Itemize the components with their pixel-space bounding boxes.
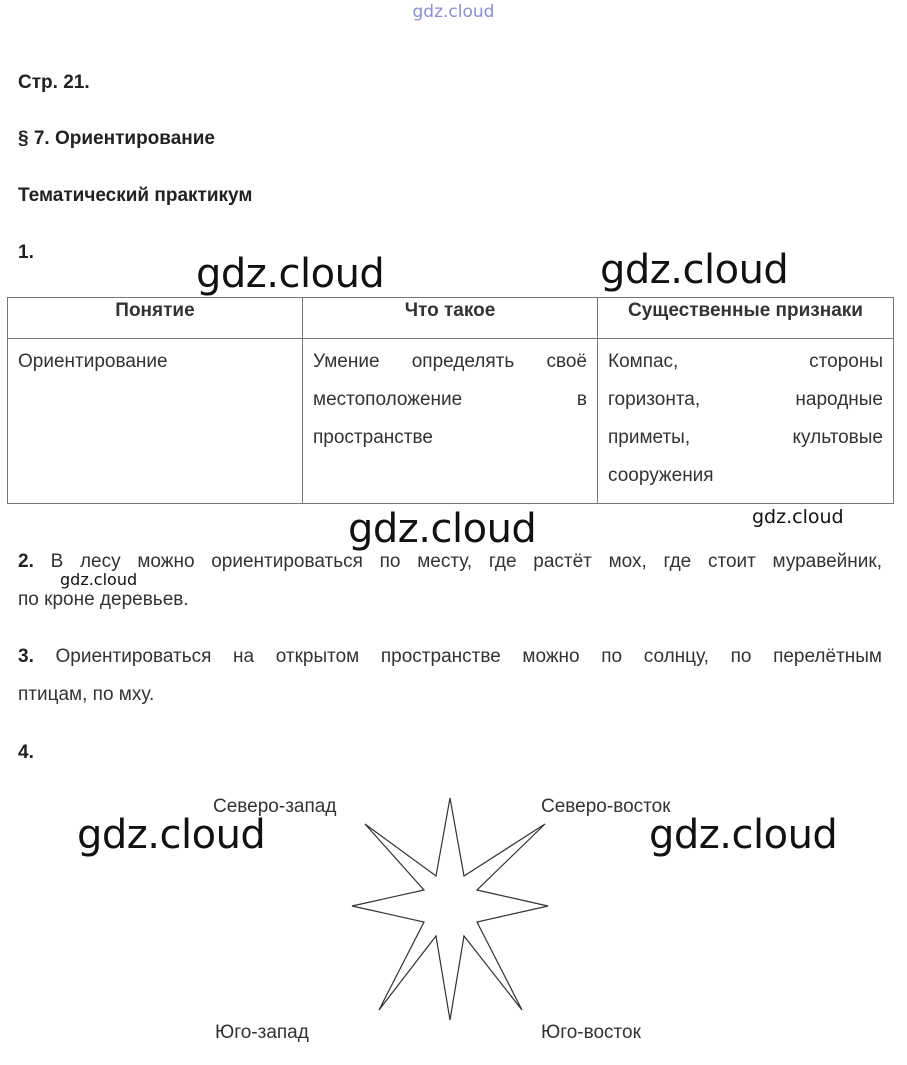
label-southwest: Юго-запад bbox=[215, 1022, 309, 1043]
task-3-paragraph: 3. Ориентироваться на открытом пространстве можно по солнцу, по перелётным птицам, по мху. bbox=[18, 646, 882, 705]
label-southeast: Юго-восток bbox=[541, 1022, 641, 1043]
watermark-paragraph-small: gdz.cloud bbox=[60, 570, 138, 589]
watermark-compass-right: gdz.cloud bbox=[649, 812, 838, 858]
task-1-number: 1. bbox=[18, 242, 34, 263]
concept-table bbox=[7, 297, 894, 504]
compass-rose-star bbox=[352, 798, 548, 1020]
page-reference: Стр. 21. bbox=[18, 72, 90, 93]
watermark-compass-left: gdz.cloud bbox=[77, 812, 266, 858]
watermark-table-left: gdz.cloud bbox=[196, 251, 385, 297]
task-2-paragraph: 2. В лесу можно ориентироваться по месту, где растёт мох, где стоит муравейник, по кроне деревьев. bbox=[18, 551, 882, 610]
cell-concept: Ориентирование bbox=[8, 339, 303, 504]
practicum-subtitle: Тематический практикум bbox=[18, 185, 253, 206]
watermark-top: gdz.cloud bbox=[412, 2, 495, 22]
label-northeast: Северо-восток bbox=[541, 796, 671, 817]
watermark-middle-big: gdz.cloud bbox=[348, 506, 537, 552]
watermark-middle-small: gdz.cloud bbox=[752, 506, 844, 528]
header-definition: Что такое bbox=[303, 298, 598, 339]
compass-rose-figure bbox=[330, 790, 570, 1035]
label-northwest: Северо-запад bbox=[213, 796, 337, 817]
table-row bbox=[8, 339, 894, 504]
cell-features: Компас, стороны горизонта, народные приметы, культовые сооружения bbox=[598, 339, 894, 504]
header-concept: Понятие bbox=[8, 298, 303, 339]
section-title: § 7. Ориентирование bbox=[18, 128, 215, 149]
watermark-table-right: gdz.cloud bbox=[600, 247, 789, 293]
cell-definition: Умение определять своё местоположение в пространстве bbox=[303, 339, 598, 504]
header-features: Существенные признаки bbox=[598, 298, 894, 339]
task-4-number: 4. bbox=[18, 742, 34, 763]
table-header-row bbox=[8, 298, 894, 339]
